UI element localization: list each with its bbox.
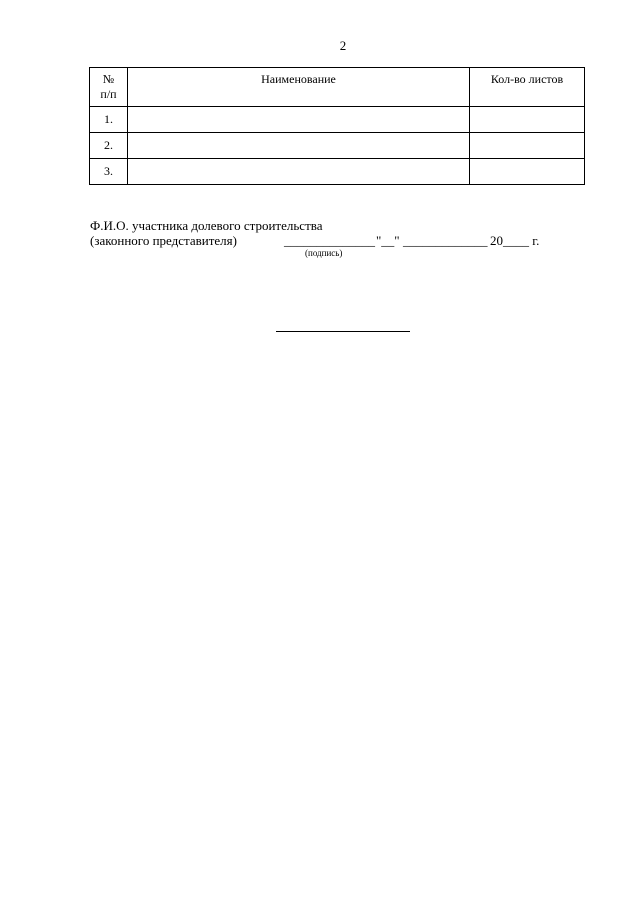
row-sheets-cell: [470, 133, 585, 159]
separator-line: [276, 331, 410, 332]
signature-line: [90, 233, 590, 248]
row-number: 1.: [90, 107, 128, 133]
table-row: [90, 133, 585, 159]
header-name: Наименование: [128, 68, 470, 107]
header-number-symbol: №: [102, 72, 115, 86]
row-sheets-cell: [470, 159, 585, 185]
row-sheets-cell: [470, 107, 585, 133]
table-row: [90, 159, 585, 185]
signature-blank: ______________: [284, 233, 375, 248]
signature-caption: (подпись): [305, 248, 343, 258]
page-number: 2: [339, 38, 347, 53]
row-name-cell: [128, 133, 470, 159]
documents-table: [89, 67, 585, 185]
header-number: [90, 68, 128, 107]
date-day-blank: "__": [376, 233, 400, 248]
date-month-blank: _____________: [403, 233, 488, 248]
table-header-row: [90, 68, 585, 107]
header-number-abbrev: п/п: [100, 87, 117, 101]
row-name-cell: [128, 107, 470, 133]
signature-block: [90, 218, 590, 258]
header-sheets-count: Кол-во листов: [470, 68, 585, 107]
row-number: 3.: [90, 159, 128, 185]
table-row: [90, 107, 585, 133]
representative-label: (законного представителя): [90, 233, 237, 248]
date-year-blank: 20____ г.: [490, 233, 540, 248]
row-number: 2.: [90, 133, 128, 159]
participant-name-label: Ф.И.О. участника долевого строительства: [90, 218, 323, 233]
row-name-cell: [128, 159, 470, 185]
